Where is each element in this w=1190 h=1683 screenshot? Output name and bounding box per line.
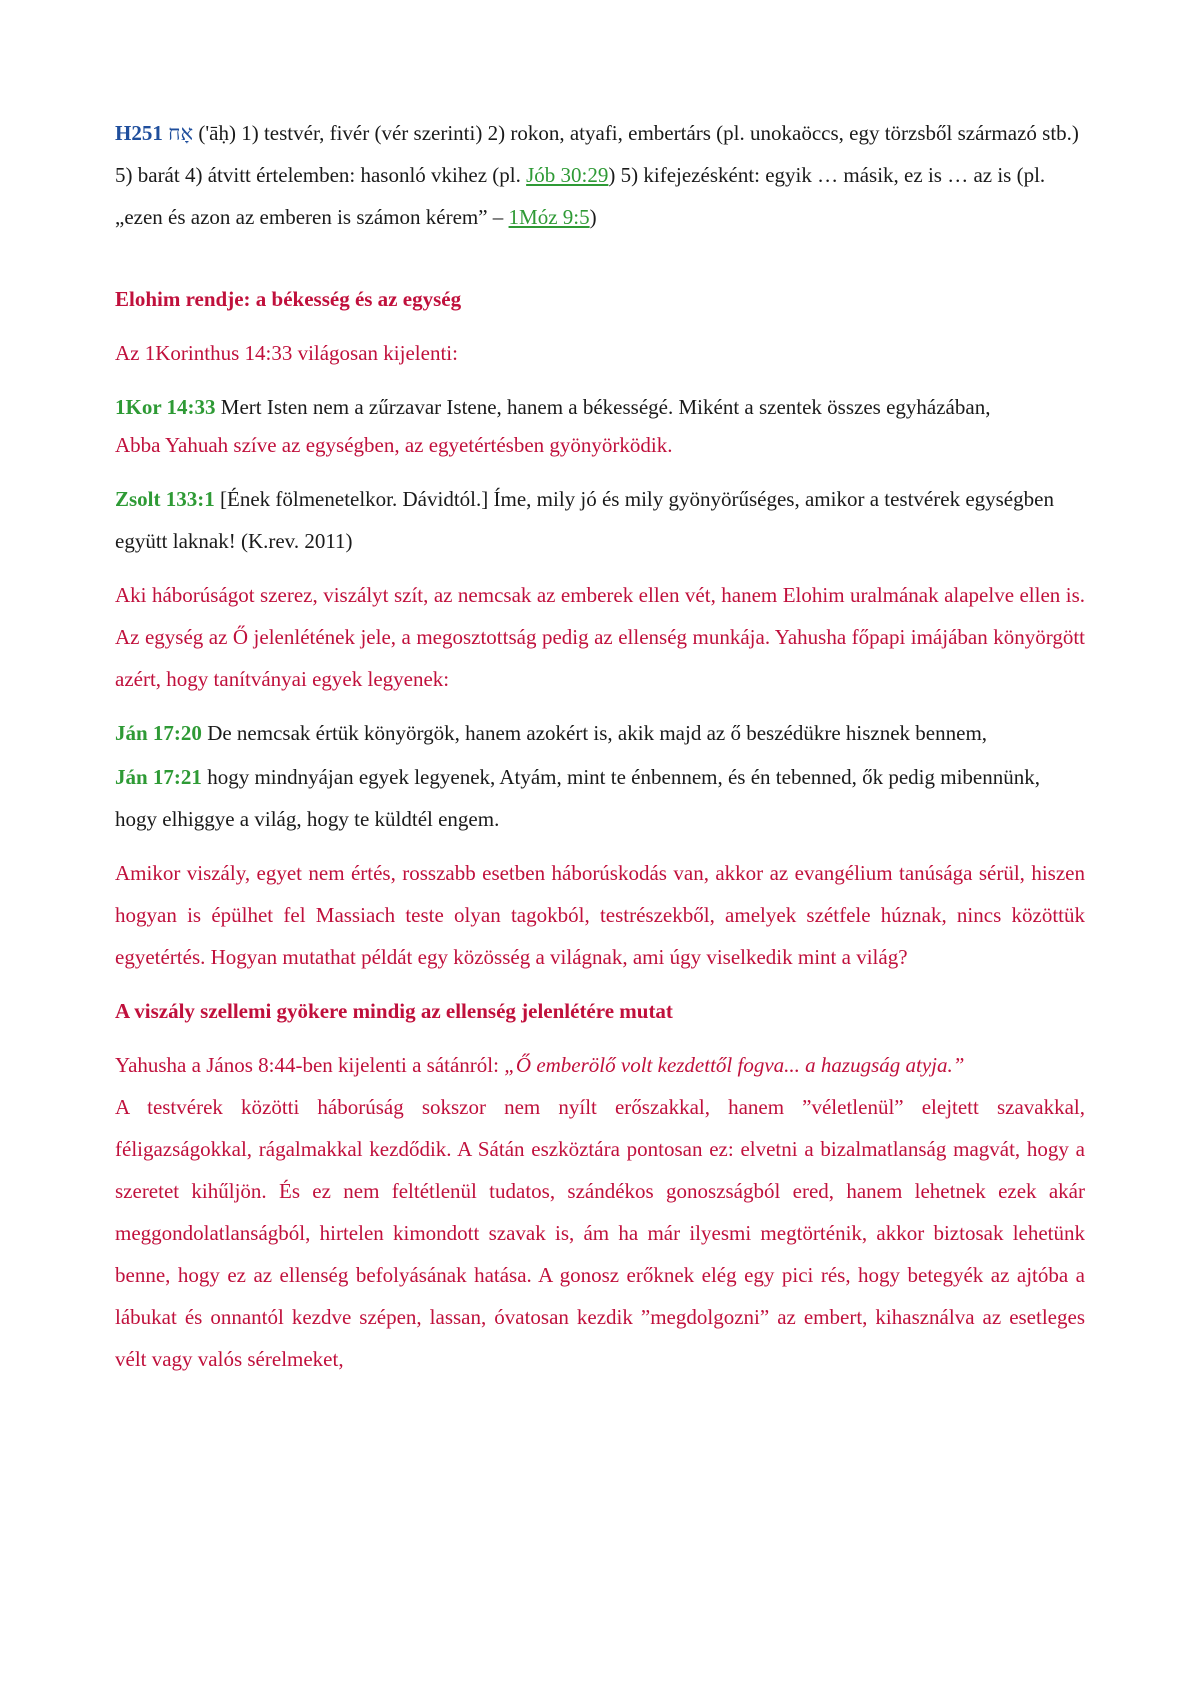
- strong-definition-part3: ): [589, 205, 597, 229]
- verse-jan-17-21: [115, 756, 1085, 840]
- verse-text: Mert Isten nem a zűrzavar Istene, hanem a békességé. Miként a szentek összes egyházában,: [215, 395, 991, 419]
- paragraph-strife: A testvérek közötti háborúság sokszor nem nyílt erőszakkal, hanem ”véletlenül” elejtett szavakkal, féligazságokkal, rágalmakkal kezdődik. A Sátán eszköztára pontosan ez: elvetni a bizalmatlanság magvát, hogy a szeretet kihűljön. És ez nem feltétlenül tudatos, szándékos gonoszságból ered, hanem lehetnek ezek akár meggondolatlanságból, hirtelen kimondott szavak is, ám ha már ilyesmi megtörténik, akkor biztosak lehetünk benne, hogy ez az ellenség befolyásának hatása. A gonosz erőknek elég egy pici rés, hogy betegyék az ajtóba a lábukat és onnantól kezdve szépen, lassan, óvatosan kezdik ”megdolgozni” az embert, kihasználva az esetleges vélt vagy valós sérelmeket,: [115, 1095, 1085, 1371]
- strong-code: H251: [115, 121, 163, 145]
- verse-text: hogy mindnyájan egyek legyenek, Atyám, mint te énbennem, és én tebenned, ők pedig mibennünk, hogy elhiggye a világ, hogy te küldtél engem.: [115, 765, 1040, 831]
- comment-unity: Abba Yahuah szíve az egységben, az egyetértésben gyönyörködik.: [115, 433, 673, 457]
- verse-ref: Ján 17:21: [115, 765, 202, 789]
- verse-1kor-14-33: [115, 386, 1085, 428]
- verse-ref: Zsolt 133:1: [115, 487, 215, 511]
- intro-text: Az 1Korinthus 14:33 világosan kijelenti:: [115, 341, 458, 365]
- paragraph-john-8-44: [115, 1044, 1085, 1086]
- strong-definition-part2: ) 5) kifejezésként: egyik … másik, ez is … az is (pl. „ezen és azon az emberen is számon kérem” –: [115, 163, 1046, 229]
- paragraph-testimony: Amikor viszály, egyet nem értés, rosszabb esetben háborúskodás van, akkor az evangélium tanúsága sérül, hiszen hogyan is épülhet fel Massiach teste olyan tagokból, testrészekből, amelyek szétfele húznak, nincs közöttük egyetértés. Hogyan mutathat példát egy közösség a világnak, ami úgy viselkedik mint a világ?: [115, 861, 1085, 969]
- section-heading-root: A viszály szellemi gyökere mindig az ellenség jelenlétére mutat: [115, 999, 673, 1023]
- ref-link-genesis[interactable]: 1Móz 9:5: [508, 205, 590, 229]
- document-page: [115, 112, 1085, 1380]
- verse-ref: 1Kor 14:33: [115, 395, 216, 419]
- verse-text: De nemcsak értük könyörgök, hanem azokért is, akik majd az ő beszédükre hisznek bennem,: [201, 721, 988, 745]
- paragraph-conflict: Aki háborúságot szerez, viszályt szít, az nemcsak az emberek ellen vét, hanem Elohim uralmának alapelve ellen is. Az egység az Ő jelenlétének jele, a megosztottság pedig az ellenség munkája. Yahusha főpapi imájában könyörgött azért, hogy tanítványai egyek legyenek:: [115, 583, 1085, 691]
- verse-text: [Ének fölmenetelkor. Dávidtól.] Íme, mily jó és mily gyönyörűséges, amikor a testvérek egységben együtt laknak! (K.rev. 2011): [115, 487, 1054, 553]
- quote-text: „Ő emberölő volt kezdettől fogva... a hazugság atyja.”: [504, 1053, 965, 1077]
- verse-jan-17-20: [115, 712, 1085, 754]
- strong-definition-part1: ('āḥ) 1) testvér, fivér (vér szerinti) 2) rokon, atyafi, embertárs (pl. unokaöccs, egy törzsből származó stb.) 5) barát 4) átvitt értelemben: hasonló vkihez (pl.: [115, 121, 1079, 187]
- verse-ref: Ján 17:20: [115, 721, 202, 745]
- paragraph-lead: Yahusha a János 8:44-ben kijelenti a sátánról:: [115, 1053, 505, 1077]
- section-heading-order: Elohim rendje: a békesség és az egység: [115, 287, 462, 311]
- verse-zsolt-133-1: [115, 478, 1085, 562]
- hebrew-word: אָח: [168, 121, 194, 145]
- strong-entry: [115, 112, 1085, 238]
- ref-link-job[interactable]: Jób 30:29: [526, 163, 609, 187]
